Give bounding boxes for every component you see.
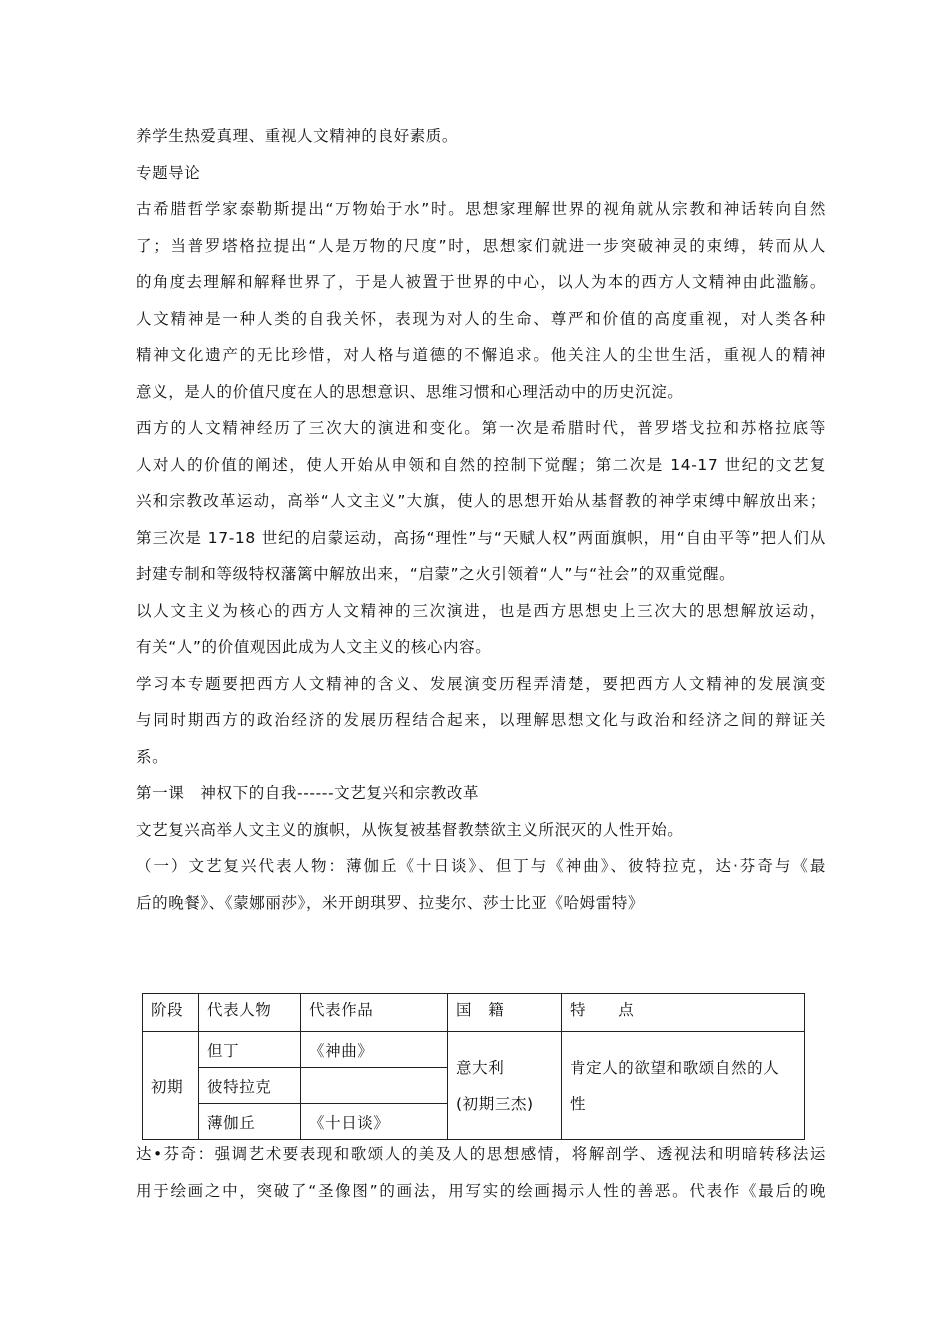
renaissance-figures-table	[142, 993, 805, 1140]
document-body	[136, 118, 826, 921]
paragraph-line: 系。	[136, 747, 169, 766]
paragraph-line: 养学生热爱真理、重视人文精神的良好素质。	[136, 127, 459, 145]
paragraph-line: 人文精神是一种人类的自我关怀，表现为对人的生命、尊严和价值的高度重视，对人类各种	[136, 309, 826, 328]
work-cell	[301, 1068, 448, 1104]
work-cell: 《神曲》	[301, 1032, 448, 1068]
table-header-row	[143, 994, 805, 1032]
person-cell: 彼特拉克	[199, 1068, 301, 1104]
paragraph-line: 学习本专题要把西方人文精神的含义、发展演变历程弄清楚，要把西方人文精神的发展演变	[136, 674, 826, 693]
paragraph-line: 意义，是人的价值尺度在人的思想意识、思维习惯和心理活动中的历史沉淀。	[136, 382, 684, 401]
country-name: 意大利	[456, 1058, 505, 1077]
paragraph-line: 后的晚餐》、《蒙娜丽莎》，米开朗琪罗、拉斐尔、莎士比亚《哈姆雷特》	[136, 893, 645, 912]
section-heading: 专题导论	[136, 163, 201, 182]
person-cell: 但丁	[199, 1032, 301, 1068]
table-header-cell: 阶段	[143, 994, 199, 1032]
stage-cell: 初期	[143, 1032, 199, 1140]
table-header-cell: 代表作品	[301, 994, 448, 1032]
table-header-cell: 代表人物	[199, 994, 301, 1032]
country-note: (初期三杰)	[456, 1094, 534, 1113]
table-header-cell: 特 点	[562, 994, 805, 1032]
work-cell: 《十日谈》	[301, 1104, 448, 1140]
paragraph-line: 的角度去理解和解释世界了，于是人被置于世界的中心，以人为本的西方人文精神由此滥觞。	[136, 273, 826, 291]
feature-text: 肯定人的欲望和歌颂自然的人性	[570, 1058, 780, 1113]
paragraph-line: 有关“人”的价值观因此成为人文主义的核心内容。	[136, 638, 492, 656]
table-row	[143, 1032, 805, 1068]
paragraph-line: 达•芬奇：强调艺术要表现和歌颂人的美及人的思想感情，将解剖学、透视法和明暗转移法运	[136, 1145, 826, 1163]
paragraph-line: 古希腊哲学家泰勒斯提出“万物始于水”时。思想家理解世界的视角就从宗教和神话转向自然	[136, 200, 826, 218]
paragraph-line: 封建专制和等级特权藩篱中解放出来，“启蒙”之火引领着“人”与“社会”的双重觉醒。	[136, 565, 736, 583]
paragraph-line: 了；当普罗塔格拉提出“人是万物的尺度”时，思想家们就进一步突破神灵的束缚，转而从人	[136, 236, 826, 255]
paragraph-line: 兴和宗教改革运动，高举“人文主义”大旗，使人的思想开始从基督教的神学束缚中解放出来；	[136, 492, 826, 510]
person-cell: 薄伽丘	[199, 1104, 301, 1140]
paragraph-line: 以人文主义为核心的西方人文精神的三次演进，也是西方思想史上三次大的思想解放运动，	[136, 601, 826, 620]
paragraph-line: 人对人的价值的阐述，使人开始从申领和自然的控制下觉醒；第二次是 14-17 世纪的文艺复	[136, 455, 826, 474]
feature-cell	[562, 1032, 805, 1140]
paragraph-line: 西方的人文精神经历了三次大的演进和变化。第一次是希腊时代，普罗塔戈拉和苏格拉底等	[136, 419, 826, 437]
paragraph-line: （一）文艺复兴代表人物：薄伽丘《十日谈》、但丁与《神曲》、彼特拉克，达·芬奇与《最	[136, 857, 826, 875]
lesson-title: 第一课 神权下的自我------文艺复兴和宗教改革	[136, 784, 480, 802]
paragraph-line: 文艺复兴高举人文主义的旗帜，从恢复被基督教禁欲主义所泯灭的人性开始。	[136, 820, 684, 839]
paragraph-line: 精神文化遗产的无比珍惜，对人格与道德的不懈追求。他关注人的尘世生活，重视人的精神	[136, 346, 826, 364]
paragraph-line: 用于绘画之中，突破了“圣像图”的画法，用写实的绘画揭示人性的善恶。代表作《最后的晚	[136, 1181, 826, 1200]
table-header-cell: 国 籍	[448, 994, 562, 1032]
country-cell	[448, 1032, 562, 1140]
paragraph-line: 与同时期西方的政治经济的发展历程结合起来，以理解思想文化与政治和经济之间的辩证关	[136, 711, 826, 729]
paragraph-line: 第三次是 17-18 世纪的启蒙运动，高扬“理性”与“天赋人权”两面旗帜，用“自由平等”把人们从	[136, 528, 826, 547]
document-body-continued	[136, 1136, 826, 1209]
